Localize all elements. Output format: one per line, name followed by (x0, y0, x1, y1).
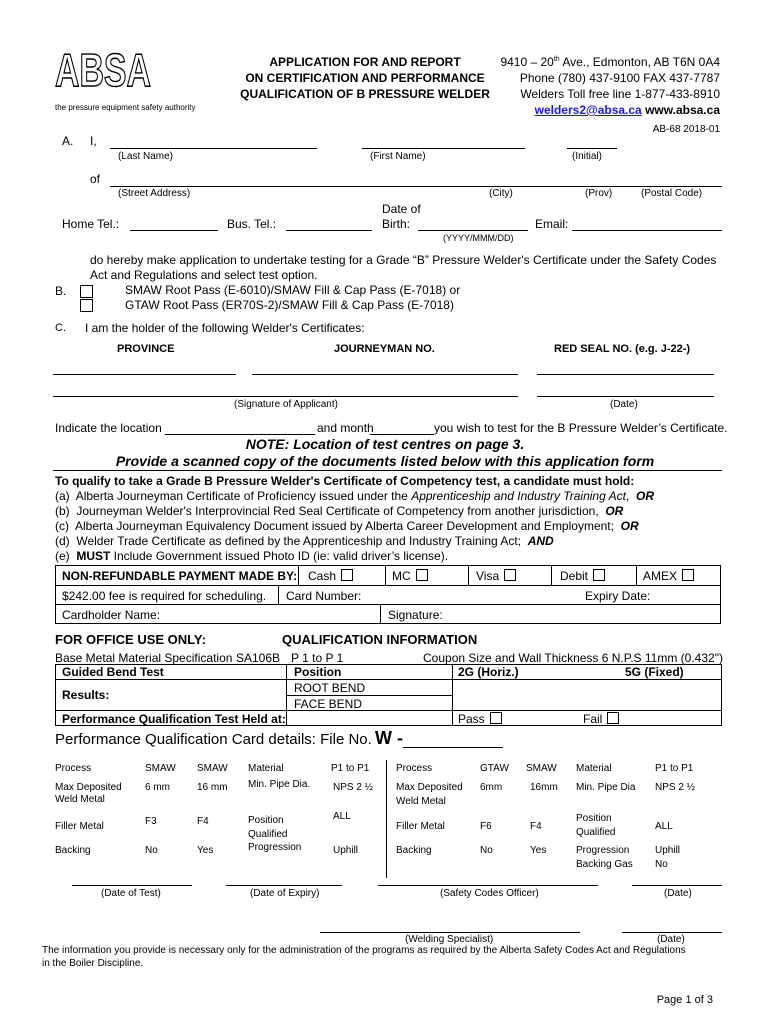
cash-option[interactable]: Cash (308, 569, 353, 583)
date-of-test-caption: (Date of Test) (101, 888, 161, 899)
home-tel-field[interactable] (130, 230, 218, 231)
payment-vline-4 (551, 565, 552, 585)
right-material-value: P1 to P1 (655, 763, 694, 774)
application-text-2: Act and Regulations and select test option. (90, 268, 318, 282)
office-hline-1b (55, 679, 286, 680)
coupon-size: Coupon Size and Wall Thickness 6 N.P.S 11mm (0.432") (423, 651, 723, 665)
right-filler-2: F4 (530, 821, 542, 832)
right-position-value: ALL (655, 821, 673, 832)
position-label: Position (294, 665, 342, 679)
left-filler-label: Filler Metal (55, 821, 104, 832)
date-of-test-field[interactable] (72, 885, 192, 886)
specialist-date-field[interactable] (622, 932, 722, 933)
right-qualified-label: Qualified (576, 827, 616, 838)
amex-option[interactable]: AMEX (643, 569, 694, 583)
qualify-heading: To qualify to take a Grade B Pressure Welder's Certificate of Competency test, a candidate must hold: (55, 474, 635, 488)
province-field[interactable] (53, 374, 236, 375)
left-position-value: ALL (333, 811, 351, 822)
home-tel-label: Home Tel.: (62, 217, 120, 231)
base-metal-value: SA106B (236, 651, 281, 665)
root-bend-label: ROOT BEND (294, 681, 366, 695)
payment-signature-field[interactable]: Signature: (388, 608, 443, 622)
email-label: Email: (535, 217, 569, 231)
note-line-1: NOTE: Location of test centres on page 3. (245, 436, 525, 452)
right-max-deposited-2: 16mm (530, 782, 558, 793)
office-hline-2 (286, 695, 452, 696)
journeyman-header: JOURNEYMAN NO. (334, 343, 435, 355)
perf-held-label: Performance Qualification Test Held at: (62, 712, 286, 726)
dob-label-1: Date of (382, 202, 421, 216)
qualify-item-a: (a) Alberta Journeyman Certificate of Proficiency issued under the Apprenticeship and Industry Training Act, OR (55, 489, 654, 503)
left-process-label: Process (55, 763, 92, 774)
p-number-range: P 1 to P 1 (291, 651, 344, 665)
last-name-field[interactable] (110, 148, 317, 149)
i-label: I, (90, 134, 97, 148)
left-material-value: P1 to P1 (331, 763, 370, 774)
file-no-field[interactable] (403, 747, 503, 748)
applicant-date-field[interactable] (537, 396, 714, 397)
right-max-deposited-label: Max Deposited (396, 782, 463, 793)
qualify-item-c: (c) Alberta Journeyman Equivalency Document issued by Alberta Career Development and Employment; OR (55, 519, 639, 533)
debit-option[interactable]: Debit (560, 569, 605, 583)
file-no-prefix: W - (375, 728, 403, 748)
initial-caption: (Initial) (572, 151, 603, 162)
city-caption: (City) (489, 188, 513, 199)
position-5g: 5G (Fixed) (625, 665, 684, 679)
gtaw-option-label: GTAW Root Pass (ER70S-2)/SMAW Fill & Cap Pass (E-7018) (125, 298, 454, 312)
fee-text: $242.00 fee is required for scheduling. (62, 589, 267, 603)
right-material-label: Material (576, 763, 612, 774)
right-backing-label: Backing (396, 845, 432, 856)
visa-option[interactable]: Visa (476, 569, 516, 583)
left-min-pipe-value: NPS 2 ½ (333, 782, 374, 793)
right-position-label: Position (576, 813, 612, 824)
right-min-pipe-value: NPS 2 ½ (655, 782, 696, 793)
gtaw-root-checkbox[interactable] (80, 299, 93, 312)
title-line-2: ON CERTIFICATION AND PERFORMANCE (245, 71, 485, 85)
debit-checkbox[interactable] (593, 569, 605, 581)
sco-caption: (Safety Codes Officer) (440, 888, 539, 899)
dob-label-2: Birth: (382, 217, 411, 231)
dob-format: (YYYY/MMM/DD) (443, 233, 514, 243)
section-a-label: A. (62, 134, 74, 148)
qualify-item-e: (e) MUST Include Government issued Photo ID (ie: valid driver’s license). (55, 549, 449, 563)
first-name-caption: (First Name) (370, 151, 426, 162)
section-c-label: C. (55, 322, 66, 334)
certificates-text: I am the holder of the following Welder's Certificates: (85, 321, 365, 335)
right-progression-value: Uphill (655, 845, 681, 856)
province-header: PROVINCE (117, 343, 175, 355)
right-process-label: Process (396, 763, 433, 774)
title-line-3: QUALIFICATION OF B PRESSURE WELDER (240, 87, 490, 101)
right-process-1: GTAW (480, 763, 509, 774)
left-backing-1: No (145, 845, 158, 856)
payment-vline-2 (385, 565, 386, 585)
note-line-2: Provide a scanned copy of the documents listed below with this application form (115, 453, 655, 469)
logo-tagline: the pressure equipment safety authority (55, 103, 196, 112)
contact-links (535, 103, 720, 117)
month-field[interactable] (370, 434, 434, 435)
email-field[interactable] (572, 230, 722, 231)
title-line-1: APPLICATION FOR AND REPORT (269, 55, 461, 69)
qualification-info-heading: QUALIFICATION INFORMATION (282, 632, 478, 647)
left-progression-label: Progression (248, 842, 302, 853)
left-material-label: Material (248, 763, 284, 774)
page-number: Page 1 of 3 (656, 994, 713, 1006)
left-qualified-label: Qualified (248, 829, 288, 840)
journeyman-field[interactable] (252, 374, 518, 375)
qualify-item-b: (b) Journeyman Welder's Interprovincial Red Seal Certificate of Competency from another jurisdiction, OR (55, 504, 624, 518)
left-max-deposited-1: 6 mm (145, 782, 170, 793)
redseal-field[interactable] (537, 374, 714, 375)
cash-checkbox[interactable] (341, 569, 353, 581)
left-weld-metal-label: Weld Metal (55, 794, 105, 805)
address: 9410 – 20th Ave., Edmonton, AB T6N 0A4 (500, 55, 720, 69)
right-min-pipe-label: Min. Pipe Dia (576, 782, 636, 793)
payment-label: NON-REFUNDABLE PAYMENT MADE BY: (62, 569, 298, 583)
face-bend-label: FACE BEND (294, 697, 363, 711)
section-b-label: B. (55, 284, 67, 298)
expiry-date-field[interactable]: Expiry Date: (585, 589, 651, 603)
absa-logo (55, 44, 155, 94)
welding-specialist-field[interactable] (320, 932, 580, 933)
toll-free: Welders Toll free line 1-877-433-8910 (520, 87, 720, 101)
prov-caption: (Prov) (585, 188, 613, 199)
last-name-caption: (Last Name) (118, 151, 174, 162)
position-2g: 2G (Horiz.) (458, 665, 519, 679)
address-field[interactable] (110, 186, 722, 187)
fail-checkbox[interactable] (607, 712, 619, 724)
pass-option[interactable]: Pass (458, 712, 502, 726)
office-hline-3 (55, 710, 722, 711)
mc-checkbox[interactable] (416, 569, 428, 581)
amex-checkbox[interactable] (682, 569, 694, 581)
sco-signature-field[interactable] (378, 885, 598, 886)
initial-field[interactable] (567, 148, 617, 149)
location-text-1: Indicate the location (55, 421, 162, 435)
application-text-1: do hereby make application to undertake testing for a Grade “B” Pressure Welder's Certificate under the Safety Codes (90, 253, 717, 267)
dob-field[interactable] (418, 230, 528, 231)
payment-vline-3 (468, 565, 469, 585)
left-max-deposited-2: 16 mm (197, 782, 228, 793)
payment-divider-2 (55, 604, 721, 605)
office-hline-1 (286, 679, 722, 680)
logo-wordmark: ABSA (55, 44, 151, 96)
qualify-item-d: (d) Welder Trade Certificate as defined by the Apprenticeship and Industry Training Act; AND (55, 534, 554, 548)
left-backing-label: Backing (55, 845, 91, 856)
of-label: of (90, 172, 101, 186)
web-link[interactable]: www.absa.ca (641, 103, 720, 117)
results-label: Results: (62, 688, 110, 702)
right-process-2: SMAW (526, 763, 557, 774)
date-caption: (Date) (610, 399, 638, 410)
phone-fax: Phone (780) 437-9100 FAX 437-7787 (519, 71, 720, 85)
right-filler-1: F6 (480, 821, 492, 832)
applicant-signature-field[interactable] (53, 396, 518, 397)
right-backing-gas-value: No (655, 859, 668, 870)
signature-caption: (Signature of Applicant) (234, 399, 338, 410)
payment-divider-1 (55, 585, 721, 586)
left-process-1: SMAW (145, 763, 176, 774)
fail-option[interactable]: Fail (583, 712, 619, 726)
payment-vline-1 (298, 565, 299, 585)
base-metal-label: Base Metal Material Specification (55, 651, 233, 665)
left-filler-1: F3 (145, 816, 157, 827)
first-name-field[interactable] (362, 148, 525, 149)
redseal-header: RED SEAL NO. (e.g. J-22-) (554, 343, 691, 355)
right-weld-metal-label: Weld Metal (396, 796, 446, 807)
smaw-option-label: SMAW Root Pass (E-6010)/SMAW Fill & Cap Pass (E-7018) or (125, 283, 461, 297)
welding-specialist-caption: (Welding Specialist) (405, 934, 494, 945)
right-backing-2: Yes (530, 845, 547, 856)
location-text-2: and month (317, 421, 374, 435)
card-details-label: Performance Qualification Card details: File No. (55, 731, 372, 748)
sco-date-field[interactable] (632, 885, 722, 886)
left-position-label: Position (248, 815, 284, 826)
office-vline-2 (452, 664, 453, 726)
note-divider (53, 470, 722, 471)
sco-date-caption: (Date) (664, 888, 692, 899)
postal-caption: (Postal Code) (641, 188, 703, 199)
card-number-field[interactable]: Card Number: (286, 589, 362, 603)
specialist-date-caption: (Date) (657, 934, 685, 945)
smaw-root-checkbox[interactable] (80, 285, 93, 298)
privacy-text-2: in the Boiler Discipline. (42, 958, 144, 969)
pass-checkbox[interactable] (490, 712, 502, 724)
street-caption: (Street Address) (118, 188, 191, 199)
date-of-expiry-field[interactable] (226, 885, 342, 886)
bus-tel-label: Bus. Tel.: (227, 217, 277, 231)
left-process-2: SMAW (197, 763, 228, 774)
location-field[interactable] (165, 434, 315, 435)
privacy-text-1: The information you provide is necessary only for the administration of the programs as required by the Alberta Safety Codes Act and Regulations (42, 945, 686, 956)
office-use-heading: FOR OFFICE USE ONLY: (55, 632, 206, 647)
payment-vline-6 (278, 585, 279, 604)
card-divider (386, 760, 387, 878)
left-max-deposited-label: Max Deposited (55, 782, 122, 793)
guided-bend-label: Guided Bend Test (62, 665, 164, 679)
left-filler-2: F4 (197, 816, 209, 827)
form-code: AB-68 2018-01 (652, 124, 720, 135)
location-text-3: you wish to test for the B Pressure Welder’s Certificate. (434, 421, 728, 435)
left-backing-2: Yes (197, 845, 214, 856)
right-max-deposited-1: 6mm (480, 782, 503, 793)
right-filler-label: Filler Metal (396, 821, 445, 832)
visa-checkbox[interactable] (504, 569, 516, 581)
payment-vline-5 (636, 565, 637, 585)
left-progression-value: Uphill (333, 845, 359, 856)
bus-tel-field[interactable] (286, 230, 372, 231)
payment-vline-7 (380, 604, 381, 624)
right-backing-gas-label: Backing Gas (576, 859, 633, 870)
left-min-pipe-label: Min. Pipe Dia. (248, 779, 311, 790)
right-backing-1: No (480, 845, 493, 856)
date-of-expiry-caption: (Date of Expiry) (250, 888, 320, 899)
right-progression-label: Progression (576, 845, 630, 856)
email-link[interactable]: welders2@absa.ca (534, 103, 642, 117)
mc-option[interactable]: MC (392, 569, 428, 583)
cardholder-field[interactable]: Cardholder Name: (62, 608, 161, 622)
